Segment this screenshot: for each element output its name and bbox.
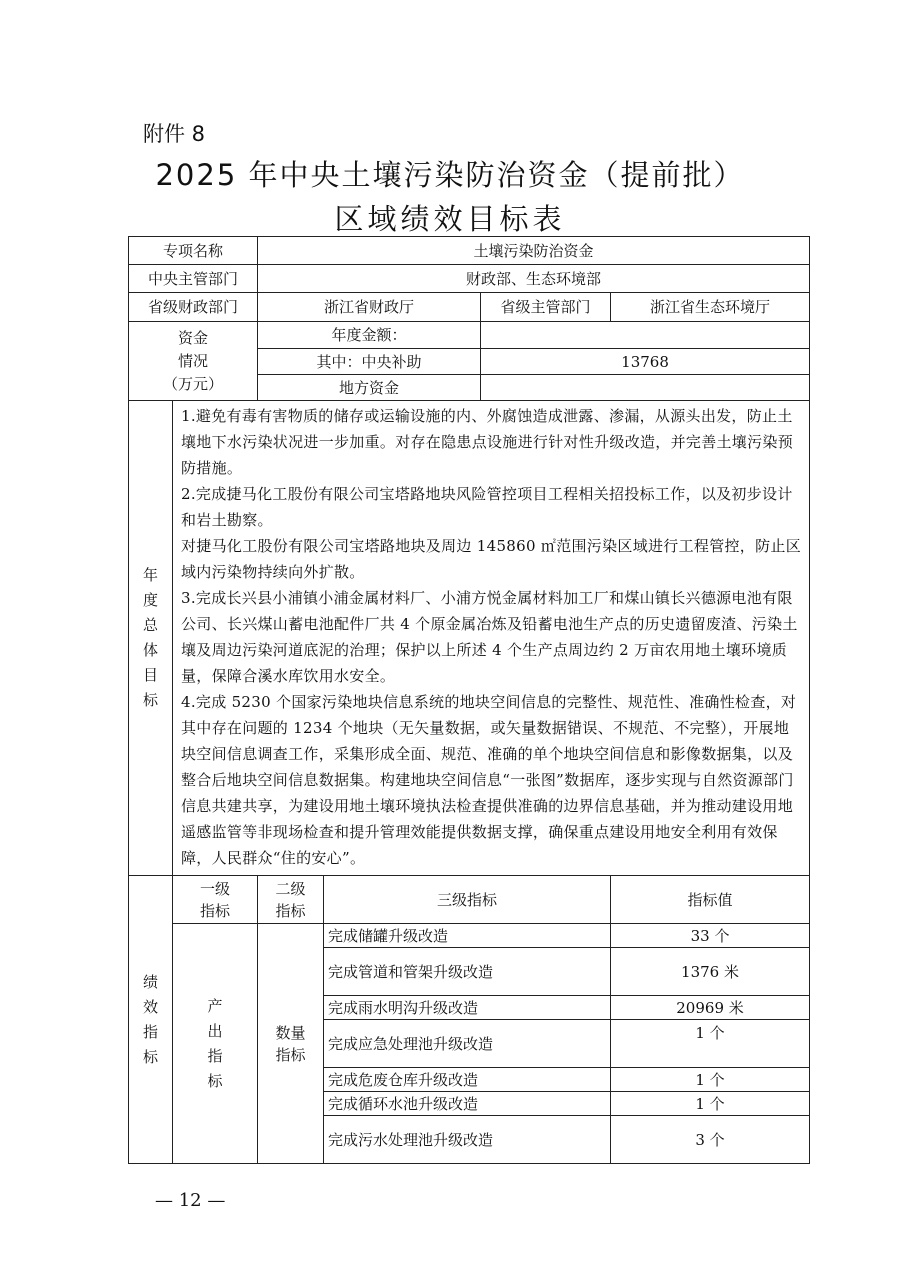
goal-label-char: 标 bbox=[142, 691, 158, 709]
document-subtitle: 区域绩效目标表 bbox=[334, 202, 566, 236]
label-central-dept: 中央主管部门 bbox=[129, 265, 258, 293]
funds-label-line: 资金 bbox=[178, 328, 209, 347]
perf-indicator-label bbox=[129, 876, 173, 1164]
annual-amount-label: 年度金额： bbox=[258, 322, 481, 349]
central-subsidy-label: 其中：中央补助 bbox=[258, 349, 481, 375]
indicator-name: 完成雨水明沟升级改造 bbox=[324, 996, 611, 1020]
col-header-line: 二级 bbox=[275, 879, 306, 898]
indicator-name: 完成应急处理池升级改造 bbox=[324, 1020, 611, 1068]
page-number: — 12 — bbox=[155, 1190, 226, 1211]
goal-paragraph: 3.完成长兴县小浦镇小浦金属材料厂、小浦方悦金属材料加工厂和煤山镇长兴德源电池有限公司、长兴煤山蓄电池配件厂共 4 个原金属冶炼及铅蓄电池生产点的历史遗留废渣、污染土壤及周边污染河道底泥的治理；保护以上所述 4 个生产点周边约 2 万亩农用地土壤环境质量，保障合溪水库饮用水安全。 bbox=[181, 589, 798, 685]
value-central-dept: 财政部、生态环境部 bbox=[258, 265, 810, 293]
indicator-value: 1376 米 bbox=[611, 948, 810, 996]
indicator-value: 20969 米 bbox=[611, 996, 810, 1020]
indicator-name: 完成危废仓库升级改造 bbox=[324, 1068, 611, 1092]
value-prov-finance: 浙江省财政厅 bbox=[258, 293, 481, 322]
goal-label-char: 年 bbox=[142, 566, 158, 584]
level2-quantity bbox=[258, 924, 324, 1164]
indicator-name: 完成污水处理池升级改造 bbox=[324, 1116, 611, 1164]
label-prov-dept: 省级主管部门 bbox=[481, 293, 611, 322]
col-header-line: 指标 bbox=[200, 901, 231, 920]
level1-output bbox=[173, 924, 258, 1164]
indicator-value: 1 个 bbox=[611, 1020, 810, 1068]
perf-label-char: 绩 bbox=[142, 972, 158, 991]
value-project-name: 土壤污染防治资金 bbox=[258, 237, 810, 265]
level2-line: 数量 bbox=[275, 1023, 306, 1042]
goal-label-char: 体 bbox=[142, 641, 158, 659]
annual-amount-value bbox=[481, 322, 810, 349]
goal-label-char: 度 bbox=[142, 591, 158, 609]
perf-label-char: 效 bbox=[142, 997, 158, 1016]
level1-char: 标 bbox=[207, 1071, 223, 1090]
level1-char: 出 bbox=[207, 1021, 223, 1040]
goal-paragraph: 2.完成捷马化工股份有限公司宝塔路地块风险管控项目工程相关招投标工作，以及初步设计和岩土勘察。 bbox=[181, 485, 793, 529]
col-header-level1 bbox=[173, 876, 258, 924]
level2-line: 指标 bbox=[275, 1045, 306, 1064]
indicator-name: 完成循环水池升级改造 bbox=[324, 1092, 611, 1116]
annual-goal-text bbox=[173, 401, 810, 876]
level1-char: 产 bbox=[207, 996, 223, 1015]
local-funds-value bbox=[481, 375, 810, 401]
funds-label-line: 情况 bbox=[178, 351, 209, 370]
attachment-label: 附件 8 bbox=[143, 122, 206, 146]
col-header-line: 一级 bbox=[200, 879, 231, 898]
local-funds-label: 地方资金 bbox=[258, 375, 481, 401]
label-project-name: 专项名称 bbox=[129, 237, 258, 265]
perf-label-char: 指 bbox=[142, 1022, 158, 1041]
col-header-value: 指标值 bbox=[611, 876, 810, 924]
goal-label-char: 目 bbox=[142, 666, 158, 684]
indicator-value: 1 个 bbox=[611, 1068, 810, 1092]
level1-char: 指 bbox=[207, 1046, 223, 1065]
annual-goal-label bbox=[129, 401, 173, 876]
indicator-name: 完成管道和管架升级改造 bbox=[324, 948, 611, 996]
col-header-level2 bbox=[258, 876, 324, 924]
goal-paragraph: 1.避免有毒有害物质的储存或运输设施的内、外腐蚀造成泄露、渗漏，从源头出发，防止土壤地下水污染状况进一步加重。对存在隐患点设施进行针对性升级改造，并完善土壤污染预防措施。 bbox=[181, 407, 794, 477]
indicator-value: 33 个 bbox=[611, 924, 810, 948]
indicator-value: 1 个 bbox=[611, 1092, 810, 1116]
goal-paragraph: 对捷马化工股份有限公司宝塔路地块及周边 145860 ㎡范围污染区域进行工程管控，防止区域内污染物持续向外扩散。 bbox=[181, 537, 802, 581]
funds-label-line: （万元） bbox=[163, 374, 224, 393]
indicator-name: 完成储罐升级改造 bbox=[324, 924, 611, 948]
col-header-line: 指标 bbox=[275, 901, 306, 920]
goal-paragraph: 4.完成 5230 个国家污染地块信息系统的地块空间信息的完整性、规范性、准确性检查，对其中存在问题的 1234 个地块（无矢量数据，或矢量数据错误、不规范、不完整），开展地块空间信息调查工作，采集形成全面、规范、准确的单个地块空间信息和影像数据集，以及整合后地块空间信息数据集。构建地块空间信息“一张图”数据库，逐步实现与自然资源部门信息共建共享，为建设用地土壤环境执法检查提供准确的边界信息基础，并为推动建设用地遥感监管等非现场检查和提升管理效能提供数据支撑，确保重点建设用地安全利用有效保障，人民群众“住的安心”。 bbox=[181, 693, 797, 867]
perf-label-char: 标 bbox=[142, 1047, 158, 1066]
col-header-level3: 三级指标 bbox=[324, 876, 611, 924]
central-subsidy-value: 13768 bbox=[481, 349, 810, 375]
label-prov-finance: 省级财政部门 bbox=[129, 293, 258, 322]
document-title: 2025 年中央土壤污染防治资金（提前批） bbox=[155, 158, 745, 192]
funds-label bbox=[129, 322, 258, 401]
performance-goal-table bbox=[128, 236, 810, 1164]
goal-label-char: 总 bbox=[142, 616, 158, 634]
indicator-value: 3 个 bbox=[611, 1116, 810, 1164]
value-prov-dept: 浙江省生态环境厅 bbox=[611, 293, 810, 322]
